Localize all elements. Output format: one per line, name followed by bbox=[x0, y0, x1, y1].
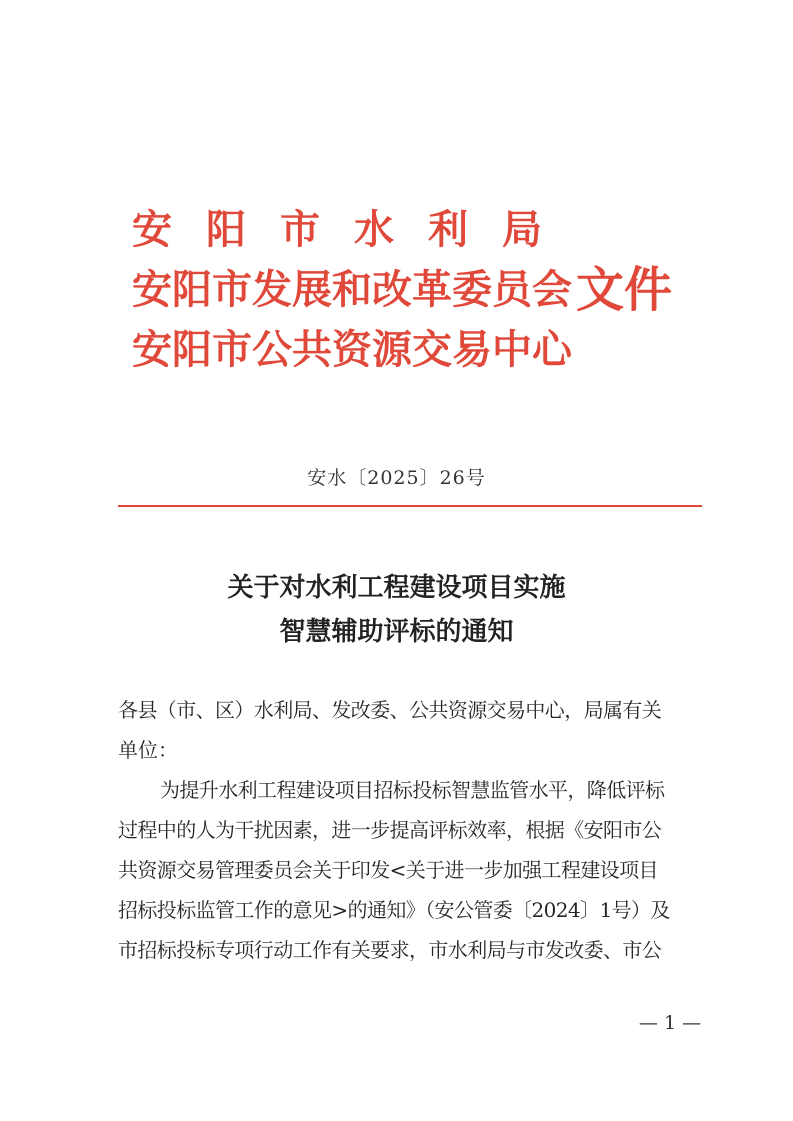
red-separator-line bbox=[118, 505, 702, 507]
salutation-line-2: 单位： bbox=[118, 738, 178, 762]
file-label: 文件 bbox=[576, 262, 673, 318]
paragraph-line-2: 过程中的人为干扰因素，进一步提高评标效率，根据《安阳市公 bbox=[118, 818, 662, 842]
page-number: — 1 — bbox=[638, 1012, 702, 1034]
issuer-development-reform-commission: 安阳市发展和改革委员会 bbox=[132, 266, 572, 313]
paragraph-line-1: 为提升水利工程建设项目招标投标智慧监管水平，降低评标 bbox=[160, 778, 665, 802]
paragraph-line-4: 招标投标监管工作的意见>的通知》（安公管委〔2024〕1号）及 bbox=[118, 898, 670, 922]
paragraph-line-5: 市招标投标专项行动工作有关要求，市水利局与市发改委、市公 bbox=[118, 938, 662, 962]
issuer-header bbox=[132, 200, 732, 380]
document-number: 安水〔2025〕26号 bbox=[307, 467, 486, 489]
paragraph-line-3: 共资源交易管理委员会关于印发<关于进一步加强工程建设项目 bbox=[118, 858, 658, 882]
issuer-row-3 bbox=[132, 320, 732, 380]
salutation-line-1: 各县（市、区）水利局、发改委、公共资源交易中心，局属有关 bbox=[118, 698, 662, 722]
issuer-public-resources-center: 安阳市公共资源交易中心 bbox=[132, 326, 572, 373]
document-body bbox=[118, 690, 718, 970]
issuer-row-1 bbox=[132, 200, 732, 260]
title-line-1: 关于对水利工程建设项目实施 bbox=[227, 573, 566, 603]
issuer-water-bureau: 安阳市水利局 bbox=[132, 206, 576, 253]
document-title bbox=[0, 566, 793, 654]
title-line-2: 智慧辅助评标的通知 bbox=[279, 617, 514, 647]
issuer-row-2 bbox=[132, 260, 732, 320]
